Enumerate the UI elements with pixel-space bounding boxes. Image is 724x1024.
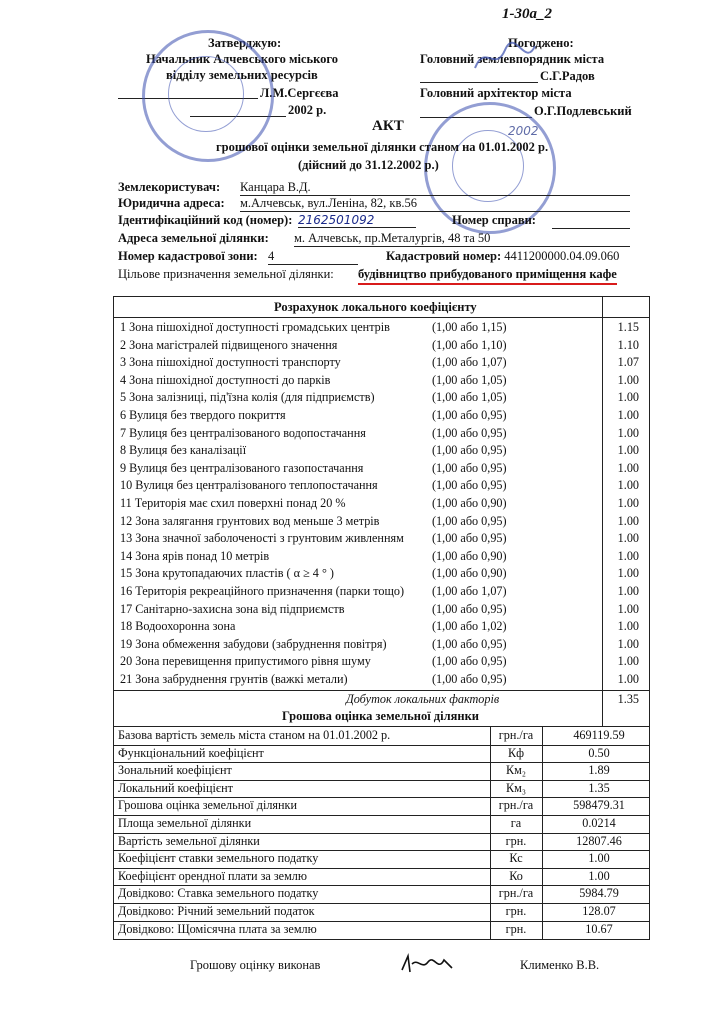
eval-unit: Ко xyxy=(509,868,523,883)
cadastral-label xyxy=(386,249,619,264)
coef-row xyxy=(114,548,649,566)
official-seal-left-inner xyxy=(168,56,244,132)
eval-row xyxy=(114,885,649,903)
case-label: Номер справи: xyxy=(452,213,536,227)
coef-row xyxy=(114,407,649,425)
coef-row xyxy=(114,618,649,636)
eval-row-divider xyxy=(114,797,649,798)
eval-value: 598479.31 xyxy=(573,798,625,813)
coef-label: 4 Зона пішохідної доступності до парків xyxy=(120,372,331,387)
coef-value: 1.00 xyxy=(617,408,639,422)
coef-alternatives: (1,00 або 0,90) xyxy=(432,566,507,581)
eval-column-divider xyxy=(542,727,543,939)
eval-row xyxy=(114,868,649,886)
eval-unit: грн. xyxy=(505,904,527,918)
plot-address-value xyxy=(294,231,630,247)
plot-address-label: Адреса земельної ділянки: xyxy=(118,231,269,245)
id-label: Ідентифікаційний код (номер): xyxy=(118,213,293,227)
document-number: 1-30а_2 xyxy=(502,6,552,22)
approve-name: Л.М.Сергєєва xyxy=(260,86,339,100)
coef-label: 17 Санітарно-захисна зона від підприємств xyxy=(120,601,345,616)
zone-value-text: 4 xyxy=(268,249,275,263)
coef-alternatives: (1,00 або 1,10) xyxy=(432,337,507,352)
coef-row xyxy=(114,372,649,390)
coef-alternatives: (1,00 або 1,15) xyxy=(432,320,507,334)
eval-label: Зональний коефіцієнт xyxy=(118,763,232,778)
coef-value: 1.00 xyxy=(617,672,639,686)
eval-row xyxy=(114,815,649,833)
purpose-value-text: будівництво прибудованого приміщення кафе xyxy=(358,267,617,281)
eval-unit: га xyxy=(510,816,522,830)
coef-label: 15 Зона крутопадаючих пластів ( α ≥ 4 ° ) xyxy=(120,566,334,581)
eval-label: Функціональний коефіцієнт xyxy=(118,745,264,760)
eval-row-divider xyxy=(114,833,649,834)
coef-row xyxy=(114,653,649,671)
act-validity: (дійсний до 31.12.2002 р.) xyxy=(298,158,439,172)
coef-label: 10 Вулиця без централізованого теплопостачання xyxy=(120,478,378,493)
coef-value: 1.15 xyxy=(617,320,639,334)
coef-row xyxy=(114,636,649,654)
eval-row-divider xyxy=(114,850,649,851)
coef-value: 1.00 xyxy=(617,390,639,405)
agree-title: Погоджено: xyxy=(508,36,574,50)
eval-row xyxy=(114,745,649,763)
eval-value: 10.67 xyxy=(585,921,613,936)
coef-label: 2 Зона магістралей підвищеного значення xyxy=(120,337,338,352)
eval-unit: грн. xyxy=(505,921,527,936)
eval-value: 0.0214 xyxy=(582,816,616,830)
cadastral-value: 4411200000.04.09.060 xyxy=(504,249,620,263)
coef-row xyxy=(114,477,649,495)
case-value-line xyxy=(552,228,630,229)
eval-row-divider xyxy=(114,815,649,816)
approve-line1: Начальник Алчевського міського xyxy=(146,52,339,66)
id-value-text: 2162501092 xyxy=(298,213,375,227)
coef-label: 5 Зона залізниці, під'їзна колія (для підприємств) xyxy=(120,390,375,405)
agree-name1: С.Г.Радов xyxy=(540,69,595,83)
eval-unit: Кс xyxy=(509,851,523,866)
agree-line1: Головний землевпорядник міста xyxy=(420,52,605,66)
coef-row xyxy=(114,442,649,460)
stamp-date: 2002 xyxy=(508,124,539,138)
eval-value: 1.00 xyxy=(588,851,610,866)
coef-value: 1.00 xyxy=(617,531,639,546)
cadastral-label-text: Кадастровий номер: xyxy=(386,249,502,263)
coef-value: 1.00 xyxy=(617,584,639,598)
coef-alternatives: (1,00 або 0,90) xyxy=(432,496,507,510)
coef-alternatives: (1,00 або 0,95) xyxy=(432,408,507,422)
coef-label: 6 Вулиця без твердого покриття xyxy=(120,408,286,422)
eval-unit: Км₃ xyxy=(505,780,527,795)
eval-unit: грн./га xyxy=(498,798,534,813)
eval-value: 1.35 xyxy=(588,780,610,795)
eval-label: Довідково: Щомісячна плата за землю xyxy=(118,921,317,936)
coef-row xyxy=(114,565,649,583)
coef-alternatives: (1,00 або 0,90) xyxy=(432,548,507,563)
approve-year: 2002 р. xyxy=(288,103,327,117)
footer-executor: Клименко В.В. xyxy=(520,958,600,972)
coef-value: 1.10 xyxy=(617,337,639,352)
eval-row xyxy=(114,797,649,815)
eval-label: Грошова оцінка земельної ділянки xyxy=(118,798,297,813)
coef-alternatives: (1,00 або 1,05) xyxy=(432,372,507,387)
coef-value: 1.00 xyxy=(617,443,639,458)
coef-alternatives: (1,00 або 1,02) xyxy=(432,619,507,634)
footer-performed-label: Грошову оцінку виконав xyxy=(190,958,321,972)
zone-value xyxy=(268,249,358,265)
coef-alternatives: (1,00 або 1,07) xyxy=(432,355,507,370)
coef-row xyxy=(114,513,649,531)
eval-row xyxy=(114,780,649,798)
coef-label: 18 Водоохоронна зона xyxy=(120,619,236,634)
approve-line2: відділу земельних ресурсів xyxy=(166,68,318,82)
eval-unit: Кф xyxy=(507,745,525,760)
coef-alternatives: (1,00 або 0,95) xyxy=(432,513,507,528)
coef-value: 1.00 xyxy=(617,478,639,493)
coef-value: 1.00 xyxy=(617,548,639,563)
eval-row-divider xyxy=(114,921,649,922)
approve-title: Затверджую: xyxy=(208,36,282,50)
eval-value: 1.89 xyxy=(588,763,610,778)
coef-value: 1.07 xyxy=(617,355,639,370)
coef-alternatives: (1,00 або 0,95) xyxy=(432,636,507,651)
eval-unit: Км₂ xyxy=(505,763,527,778)
eval-row xyxy=(114,921,649,939)
eval-row-divider xyxy=(114,885,649,886)
product-label: Добуток локальних факторів xyxy=(346,692,500,706)
eval-label: Довідково: Ставка земельного податку xyxy=(118,886,319,901)
eval-section-title: Грошова оцінка земельної ділянки xyxy=(282,709,479,723)
coef-value: 1.00 xyxy=(617,566,639,581)
coef-value: 1.00 xyxy=(617,372,639,387)
eval-unit: грн. xyxy=(505,833,527,848)
coef-value: 1.00 xyxy=(617,636,639,651)
eval-value: 5984.79 xyxy=(579,886,619,901)
eval-label: Локальний коефіцієнт xyxy=(118,780,233,795)
eval-unit: грн./га xyxy=(498,728,534,742)
coef-value: 1.00 xyxy=(617,654,639,669)
coef-label: 11 Територія має схил поверхні понад 20 % xyxy=(120,496,346,510)
coef-label: 14 Зона ярів понад 10 метрів xyxy=(120,548,270,563)
coef-alternatives: (1,00 або 0,95) xyxy=(432,601,507,616)
coef-alternatives: (1,00 або 0,95) xyxy=(432,460,507,475)
coef-row xyxy=(114,337,649,355)
eval-label: Вартість земельної ділянки xyxy=(118,833,260,848)
eval-row-divider xyxy=(114,762,649,763)
agree-signature-line-1 xyxy=(420,82,538,83)
coef-label: 12 Зона залягання грунтових вод меньше 3 метрів xyxy=(120,513,380,528)
coef-label: 21 Зона забруднення грунтів (важкі метали) xyxy=(120,672,348,686)
coef-value: 1.00 xyxy=(617,460,639,475)
user-value xyxy=(240,180,630,196)
table-divider xyxy=(114,317,649,318)
eval-label: Коефіцієнт ставки земельного податку xyxy=(118,851,319,866)
agree-name2: О.Г.Подлевський xyxy=(534,104,632,118)
eval-row xyxy=(114,903,649,921)
eval-column-divider xyxy=(490,727,491,939)
eval-label: Довідково: Річний земельний податок xyxy=(118,904,315,918)
purpose-label: Цільове призначення земельної ділянки: xyxy=(118,267,334,281)
coef-row xyxy=(114,601,649,619)
coef-alternatives: (1,00 або 0,95) xyxy=(432,672,507,686)
coef-alternatives: (1,00 або 0,95) xyxy=(432,531,507,546)
agree-line2: Головний архітектор міста xyxy=(420,86,572,100)
coef-label: 7 Вулиця без централізованого водопостачання xyxy=(120,425,366,440)
coef-alternatives: (1,00 або 0,95) xyxy=(432,654,507,669)
eval-row xyxy=(114,833,649,851)
table-divider xyxy=(114,690,649,691)
coef-row xyxy=(114,425,649,443)
coef-section-title: Розрахунок локального коефіцієнту xyxy=(274,300,477,314)
coef-row xyxy=(114,583,649,601)
coef-value: 1.00 xyxy=(617,425,639,440)
coef-label: 13 Зона значної заболоченості з грунтовим живленням xyxy=(120,531,404,546)
purpose-value xyxy=(358,267,617,285)
coef-alternatives: (1,00 або 0,95) xyxy=(432,443,507,458)
coef-label: 16 Територія рекреаційного призначення (парки тощо) xyxy=(120,584,405,598)
act-subtitle: грошової оцінки земельної ділянки станом на 01.01.2002 р. xyxy=(216,140,549,154)
coef-row xyxy=(114,389,649,407)
plot-address-value-text: м. Алчевськ, пр.Металургів, 48 та 50 xyxy=(294,231,491,245)
coef-row xyxy=(114,319,649,337)
eval-value: 0.50 xyxy=(588,745,610,760)
eval-row-divider xyxy=(114,868,649,869)
eval-row-divider xyxy=(114,745,649,746)
executor-signature xyxy=(398,950,458,978)
coef-label: 19 Зона обмеження забудови (забруднення повітря) xyxy=(120,636,387,651)
coef-row xyxy=(114,460,649,478)
act-title: АКТ xyxy=(372,118,404,134)
coef-label: 9 Вулиця без централізованого газопостачання xyxy=(120,460,364,475)
eval-label: Базова вартість земель міста станом на 01.01.2002 р. xyxy=(118,728,391,742)
id-value xyxy=(298,213,416,228)
coef-alternatives: (1,00 або 1,07) xyxy=(432,584,507,598)
coef-row xyxy=(114,495,649,513)
eval-label: Площа земельної ділянки xyxy=(118,816,252,830)
coef-label: 3 Зона пішохідної доступності транспорту xyxy=(120,355,341,370)
zone-label: Номер кадастрової зони: xyxy=(118,249,258,263)
coef-alternatives: (1,00 або 1,05) xyxy=(432,390,507,405)
address-value-text: м.Алчевськ, вул.Леніна, 82, кв.56 xyxy=(240,196,418,210)
coef-label: 20 Зона перевищення припустимого рівня шуму xyxy=(120,654,371,669)
coef-label: 8 Вулиця без каналізації xyxy=(120,443,247,458)
eval-unit: грн./га xyxy=(498,886,534,901)
eval-value: 128.07 xyxy=(582,904,616,918)
eval-value: 1.00 xyxy=(588,868,610,883)
eval-row-divider xyxy=(114,903,649,904)
signature-mark-right xyxy=(470,38,540,78)
eval-label: Коефіцієнт орендної плати за землю xyxy=(118,868,307,883)
user-label: Землекористувач: xyxy=(118,180,221,194)
coef-value: 1.00 xyxy=(617,619,639,634)
eval-row xyxy=(114,762,649,780)
coef-value: 1.00 xyxy=(617,496,639,510)
coef-row xyxy=(114,671,649,689)
address-label: Юридична адреса: xyxy=(118,196,225,210)
coef-value: 1.00 xyxy=(617,513,639,528)
eval-row xyxy=(114,850,649,868)
product-value: 1.35 xyxy=(617,692,639,706)
coef-alternatives: (1,00 або 0,95) xyxy=(432,425,507,440)
user-value-text: Канцара В.Д. xyxy=(240,180,311,194)
coef-alternatives: (1,00 або 0,95) xyxy=(432,478,507,493)
assessment-table xyxy=(113,296,650,940)
eval-row-divider xyxy=(114,780,649,781)
table-column-divider xyxy=(602,297,603,726)
coef-row xyxy=(114,530,649,548)
coef-row xyxy=(114,354,649,372)
address-value xyxy=(240,196,630,212)
coef-label: 1 Зона пішохідної доступності громадських центрів xyxy=(120,320,390,334)
eval-value: 469119.59 xyxy=(573,728,625,742)
eval-row xyxy=(114,727,649,745)
coef-value: 1.00 xyxy=(617,601,639,616)
eval-value: 12807.46 xyxy=(576,833,622,848)
